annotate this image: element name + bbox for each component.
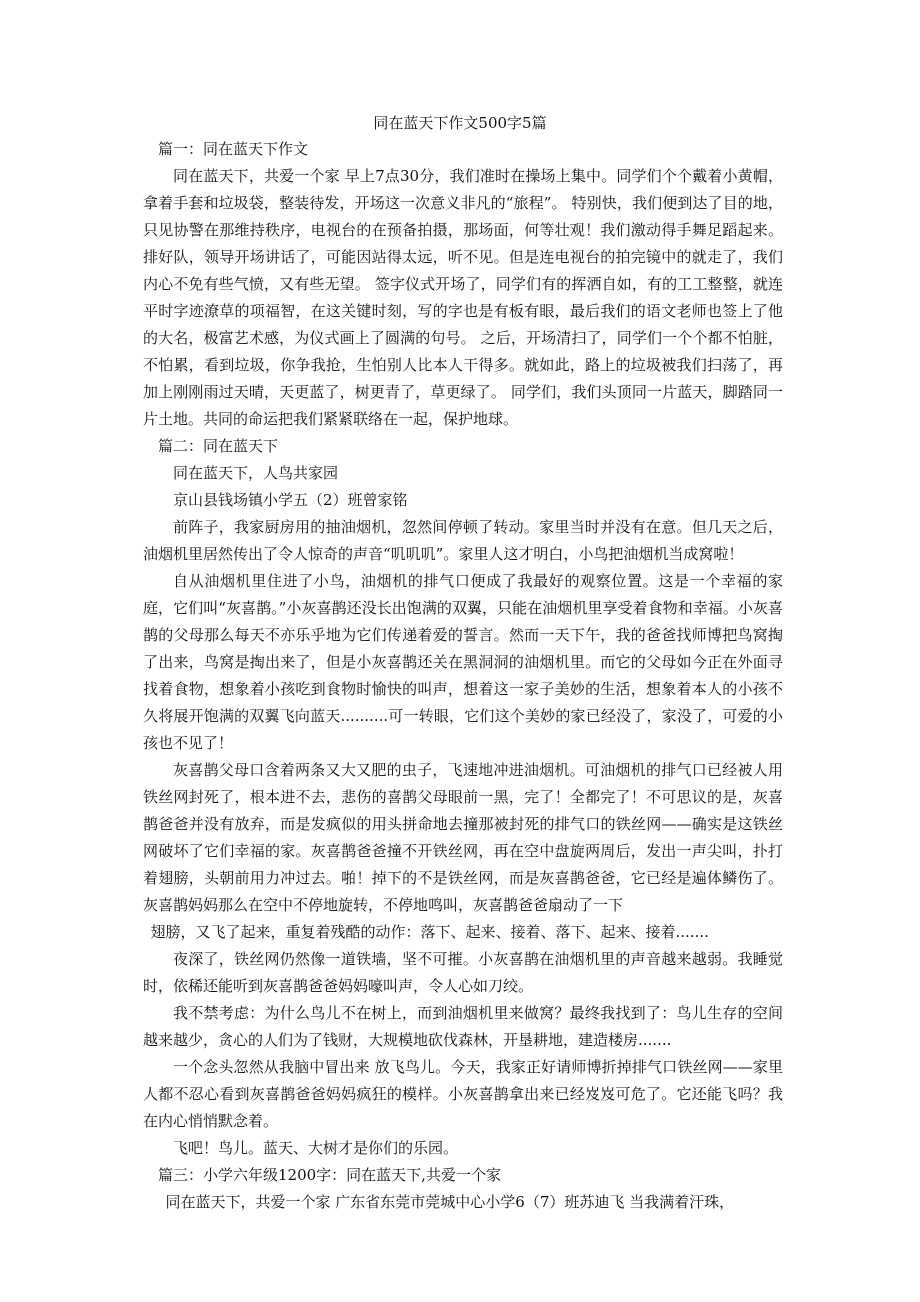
paragraph: 同在蓝天下，共爱一个家 早上7点30分，我们准时在操场上集中。同学们个个戴着小黄帽，拿着手套和垃圾袋，整装待发，开场这一次意义非凡的“旅程”。 特别快，我们便到达了目的地，只见协警在那维持秩序，电视台的在预备拍摄，那场面，何等壮观！我们激动得手舞足蹈起来。 排好队，领导开场讲话了，可能因站得太远，听不见。但是连电视台的拍完镜中的就走了，我们内心不免有些气愤，又有些无望。 签字仪式开场了，同学们有的挥洒自如，有的工工整整，就连平时字迹潦草的项福智，在这关键时刻，写的字也是有板有眼，最后我们的语文老师也签上了他的大名，极富艺术感，为仪式画上了圆满的句号。 之后，开场清扫了，同学们一个个都不怕脏，不怕累，看到垃圾，你争我抢，生怕别人比本人干得多。就如此，路上的垃圾被我们扫荡了，再加上刚刚雨过天晴，天更蓝了，树更青了，草更绿了。 同学们，我们头顶同一片蓝天，脚踏同一片土地。共同的命运把我们紧紧联络在一起，保护地球。 xyxy=(143,167,783,428)
document-body xyxy=(143,136,783,1216)
section-heading-1: 篇一：同在蓝天下作文 xyxy=(158,140,309,158)
document-title: 同在蓝天下作文500字5篇 xyxy=(373,114,547,132)
paragraph: 同在蓝天下，人鸟共家园 xyxy=(173,464,339,482)
paragraph: 前阵子，我家厨房用的抽油烟机，忽然间停顿了转动。家里当时并没有在意。但几天之后，油烟机里居然传出了令人惊奇的声音“叽叽叽”。家里人这才明白，小鸟把油烟机当成窝啦！ xyxy=(143,518,783,563)
paragraph: 飞吧！鸟儿。蓝天、大树才是你们的乐园。 xyxy=(173,1139,459,1157)
paragraph: 同在蓝天下，共爱一个家 广东省东莞市莞城中心小学6（7）班苏迪飞 当我满着汗珠， xyxy=(165,1193,735,1211)
section-heading-2: 篇二：同在蓝天下 xyxy=(158,437,279,455)
author-line: 京山县钱场镇小学五（2）班曾家铭 xyxy=(173,491,408,509)
paragraph: 夜深了，铁丝网仍然像一道铁墙，坚不可摧。小灰喜鹊在油烟机里的声音越来越弱。我睡觉时，依稀还能听到灰喜鹊爸爸妈妈嚎叫声，令人心如刀绞。 xyxy=(143,950,783,995)
paragraph: 翅膀，又飞了起来，重复着残酷的动作：落下、起来、接着、落下、起来、接着....... xyxy=(150,923,709,941)
paragraph: 自从油烟机里住进了小鸟，油烟机的排气口便成了我最好的观察位置。这是一个幸福的家庭，它们叫“灰喜鹊。”小灰喜鹊还没长出饱满的双翼，只能在油烟机里享受着食物和幸福。小灰喜鹊的父母那么每天不亦乐乎地为它们传递着爱的誓言。然而一天下午，我的爸爸找师博把鸟窝掏了出来，鸟窝是掏出来了，但是小灰喜鹊还关在黑洞洞的油烟机里。而它的父母如今正在外面寻找着食物，想象着小孩吃到食物时愉快的叫声，想着这一家子美妙的生活，想象着本人的小孩不久将展开饱满的双翼飞向蓝天..........可一转眼，它们这个美妙的家已经没了，家没了，可爱的小孩也不见了！ xyxy=(143,572,783,752)
paragraph: 灰喜鹊父母口含着两条又大又肥的虫子，飞速地冲进油烟机。可油烟机的排气口已经被人用铁丝网封死了，根本进不去，悲伤的喜鹊父母眼前一黑，完了！全都完了！不可思议的是，灰喜鹊爸爸并没有放弃，而是发疯似的用头拼命地去撞那被封死的排气口的铁丝网——确实是这铁丝网破坏了它们幸福的家。灰喜鹊爸爸撞不开铁丝网，再在空中盘旋两周后，发出一声尖叫，扑打着翅膀，头朝前用力冲过去。啪！掉下的不是铁丝网，而是灰喜鹊爸爸，它已经是遍体鳞伤了。灰喜鹊妈妈那么在空中不停地旋转，不停地鸣叫，灰喜鹊爸爸扇动了一下 xyxy=(143,761,783,914)
paragraph: 一个念头忽然从我脑中冒出来 放飞鸟儿。今天，我家正好请师博折掉排气口铁丝网——家里人都不忍心看到灰喜鹊爸爸妈妈疯狂的模样。小灰喜鹊拿出来已经岌岌可危了。它还能飞吗？我在内心悄悄默念着。 xyxy=(143,1058,783,1130)
paragraph: 我不禁考虑：为什么鸟儿不在树上，而到油烟机里来做窝？最终我找到了：鸟儿生存的空间越来越少，贪心的人们为了钱财，大规模地砍伐森林，开垦耕地，建造楼房....... xyxy=(143,1004,783,1049)
section-heading-3: 篇三：小学六年级1200字：同在蓝天下,共爱一个家 xyxy=(158,1166,501,1184)
